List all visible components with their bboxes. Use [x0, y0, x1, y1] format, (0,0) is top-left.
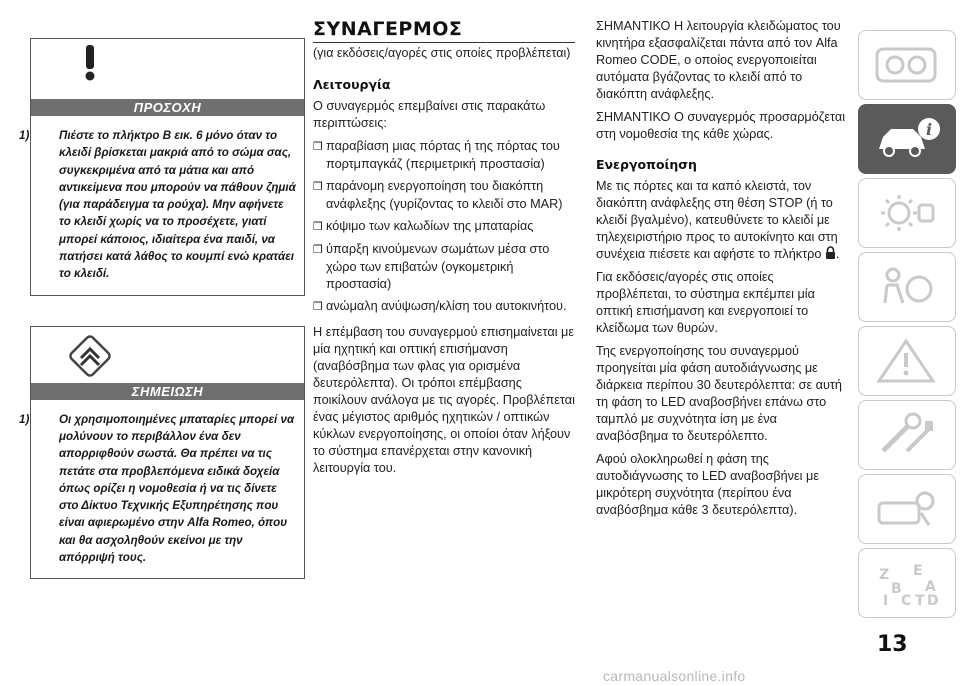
svg-text:D: D: [927, 593, 939, 607]
bullet-checkbox-icon: ❒: [313, 244, 323, 256]
tab-maintenance[interactable]: [858, 474, 956, 544]
tools-icon: [873, 411, 939, 459]
tab-tools[interactable]: [858, 400, 956, 470]
note-recycle-icon: [67, 333, 113, 379]
warning-box: [19, 38, 305, 296]
tab-car-info[interactable]: [858, 104, 956, 174]
page-title: ΣΥΝΑΓΕΡΜΟΣ: [313, 18, 575, 43]
note-header: ΣΗΜΕΙΩΣΗ: [31, 383, 304, 400]
self-diagnosis-paragraph: Της ενεργοποίησης του συναγερμού προηγείται μία φάση αυτοδιάγνωσης με διάρκεια περίπου 30 δευτερόλεπτα: σε αυτή τη φάση το LED αναβοσβήνει επάνω στο ταμπλό με συχνότητα ίση με ένα αναβόσβημα το δευτερόλεπτο.: [596, 344, 842, 443]
tab-specs[interactable]: [858, 548, 956, 618]
important-paragraph-2: ΣΗΜΑΝΤΙΚΟ Ο συναγερμός προσαρμόζεται στη νομοθεσία της κάθε χώρας.: [596, 110, 846, 141]
svg-text:I: I: [883, 593, 889, 607]
watermark: carmanualsonline.info: [603, 668, 746, 684]
note-body: [19, 400, 304, 579]
svg-text:A: A: [925, 579, 936, 595]
warning-triangle-icon: [873, 337, 939, 385]
page-subtitle: (για εκδόσεις/αγορές στις οποίες προβλέπεται): [313, 46, 571, 60]
right-column: [596, 18, 848, 525]
svg-text:E: E: [913, 563, 923, 579]
note-text: Οι χρησιμοποιημένες μπαταρίες μπορεί να μολύνουν το περιβάλλον ένα δεν απορριφθούν σωστά. Θα πρέπει να τις πετάτε στα προβλεπόμενα ειδικά δοχεία όπως ορίζει η νομοθεσία ή να τις δίνετε στο Δίκτυο Τεχνικής Εξυπηρέτησης που είναι αφιερωμένο στην Alfa Romeo, όπου και θα ασχοληθούν εκείνοι με την απόρριψή τους.: [59, 412, 295, 565]
tab-lights[interactable]: [858, 178, 956, 248]
tab-warning[interactable]: [858, 326, 956, 396]
outro-paragraph: Η επέμβαση του συναγερμού επισημαίνεται με μία ηχητική και οπτική επισήμανση (αναβόσβημα των φλας για ορισμένα δευτερόλεπτα). Οι τρόποι επέμβασης ποικίλουν ανάλογα με τις αγορές. Προβλέπεται ένας μέγιστος αριθμός ηχητικών / οπτικών κύκλων ενεργοποίησης, οι οποίοι όταν λήξουν το σύστημα επανέρχεται στην κανονική λειτουργία του.: [313, 325, 575, 475]
intro-paragraph: Ο συναγερμός επεμβαίνει στις παρακάτω περιπτώσεις:: [313, 99, 546, 130]
bullet-checkbox-icon: ❒: [313, 301, 323, 313]
bullet-checkbox-icon: ❒: [313, 181, 323, 193]
tab-dashboard[interactable]: [858, 30, 956, 100]
bullet-item: ❒ παράνομη ενεργοποίηση του διακόπτη ανάφλεξης (γυρίζοντας το κλειδί στο MAR): [313, 179, 563, 211]
airbag-icon: [873, 263, 939, 311]
warning-icon-holder: [31, 39, 304, 99]
warning-body: [19, 116, 304, 295]
svg-text:C: C: [901, 593, 912, 607]
maintenance-icon: [873, 485, 939, 533]
section-heading-activation: Ενεργοποίηση: [596, 157, 697, 172]
bullet-checkbox-icon: ❒: [313, 221, 323, 233]
note-number: 1): [19, 412, 30, 426]
self-diagnosis-paragraph-2: Αφού ολοκληρωθεί η φάση της αυτοδιάγνωσης το LED αναβοσβήνει με μικρότερη συχνότητα (περίπου ένα αναβόσβημα κάθε 3 δευτερόλεπτα).: [596, 452, 819, 517]
svg-text:i: i: [925, 120, 933, 139]
warning-number: 1): [19, 129, 30, 142]
svg-text:T: T: [915, 593, 925, 607]
bullet-item: ❒ κόψιμο των καλωδίων της μπαταρίας: [313, 218, 575, 236]
chapter-rail: [858, 0, 960, 686]
important-paragraph-1: ΣΗΜΑΝΤΙΚΟ Η λειτουργία κλειδώματος του κινητήρα εξασφαλίζεται πάντα από τον Alfa Romeo CODE, ο οποίος ενεργοποιείται αυτόματα βγάζοντας το κλειδί από το διακόπτη ανάφλεξης.: [596, 19, 841, 101]
warning-exclamation-icon: [73, 43, 107, 83]
car-info-icon: [873, 115, 943, 163]
activation-paragraph: Με τις πόρτες και τα καπό κλειστά, τον διακόπτη ανάφλεξης στη θέση STOP (ή το κλειδί βγαλμένο), κατευθύνετε το κλειδί με τηλεχειριστήριο προς το αυτοκίνητο και στη συνέχεια πιέσετε και αφήστε το πλήκτρο .: [596, 179, 840, 261]
activation-paragraph-2: Για εκδόσεις/αγορές στις οποίες προβλέπεται, το σύστημα εκπέμπει μία οπτική επισήμανση και ενεργοποιεί το κλείδωμα των θυρών.: [596, 270, 815, 335]
middle-column: [313, 18, 575, 483]
dashboard-icon: [873, 41, 939, 89]
note-icon-holder: [31, 327, 304, 383]
bullet-item: ❒ ανώμαλη ανύψωση/κλίση του αυτοκινήτου.: [313, 298, 575, 316]
bullet-checkbox-icon: ❒: [313, 141, 323, 153]
bullet-item: ❒ ύπαρξη κινούμενων σωμάτων μέσα στο χώρο των επιβατών (ογκομετρική προστασία): [313, 242, 550, 291]
left-column: [19, 38, 305, 579]
warning-text: Πιέστε το πλήκτρο B εικ. 6 μόνο όταν το κλειδί βρίσκεται μακριά από το σώμα σας, συγκεκριμένα από τα μάτια και από αντικείμενα που μπορούν να πάθουν ζημιά (για παράδειγμα τα ρούχα). Μην αφήνετε το κλειδί χωρίς να το προσέχετε, γιατί μπορεί κάποιος, ιδιαίτερα ένα παιδί, να πατήσει κατά λάθος το κουμπί ενώ κρατάει το κλειδί.: [59, 129, 296, 281]
lock-icon: [825, 246, 836, 259]
svg-text:B: B: [891, 581, 902, 597]
lights-icon: [873, 189, 939, 237]
warning-header: ΠΡΟΣΟΧΗ: [31, 99, 304, 116]
specs-icon: [873, 559, 939, 607]
note-box: [19, 326, 305, 580]
svg-text:Z: Z: [879, 567, 890, 583]
page-number: 13: [877, 632, 908, 657]
bullet-item: ❒ παραβίαση μιας πόρτας ή της πόρτας του πορτμπαγκάζ (περιμετρική προστασία): [313, 139, 560, 171]
tab-airbag[interactable]: [858, 252, 956, 322]
section-heading-operation: Λειτουργία: [313, 77, 391, 92]
